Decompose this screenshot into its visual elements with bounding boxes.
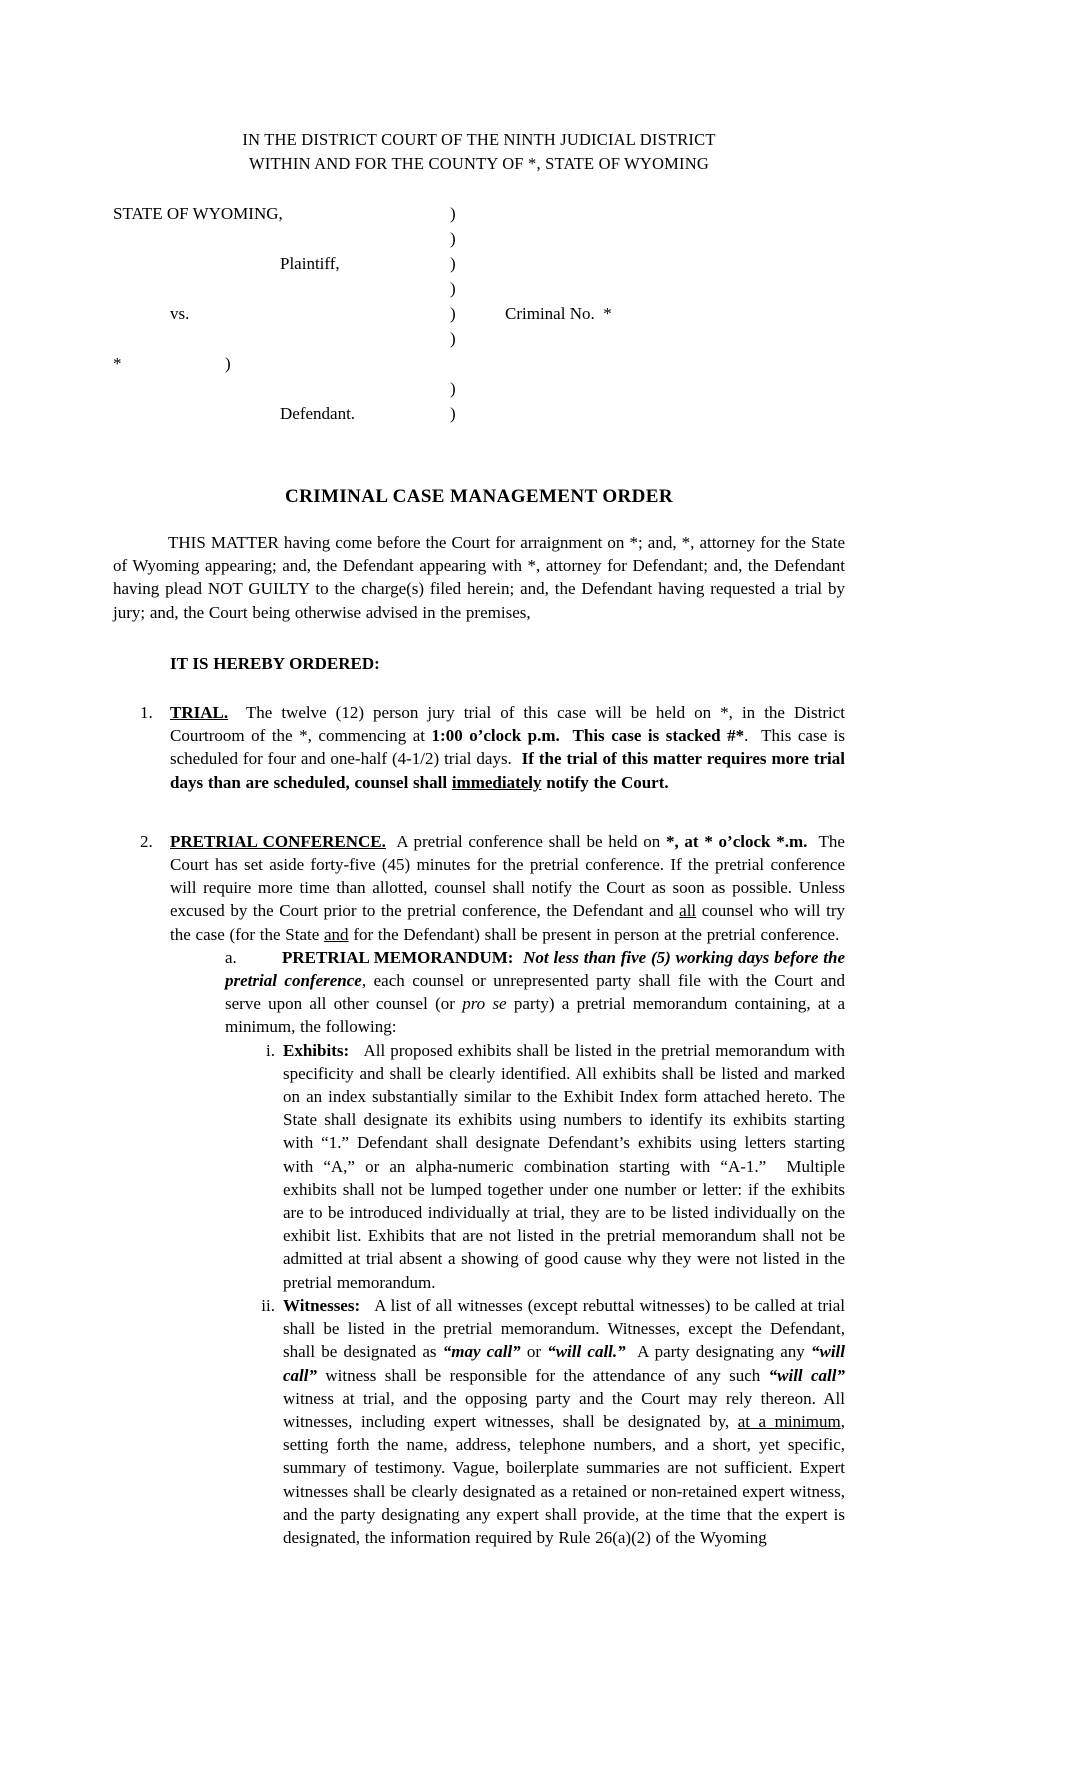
caption-paren: ) xyxy=(450,379,456,398)
caption-paren: ) xyxy=(450,204,456,223)
plaintiff-name: STATE OF WYOMING, xyxy=(113,204,283,223)
caption-row-spacer xyxy=(113,229,845,254)
caption-row-plaintiff-name xyxy=(113,204,845,229)
caption-row-vs xyxy=(113,304,845,329)
caption-row-spacer xyxy=(113,379,845,404)
court-header xyxy=(113,128,845,176)
item-witnesses-text: Witnesses: A list of all witnesses (except rebuttal witnesses) to be called at trial shall be listed in the pretrial memorandum. Witnesses, except the Defendant, shall be designated as “may call” or “will call.” A party designating any “will call” witness shall be responsible for the attendance of any such “will call” witness at trial, and the opposing party and the Court may rely thereon. All witnesses, including expert witnesses, shall be designated by, at a minimum, setting forth the name, address, telephone numbers, and a short, yet specific, summary of testimony. Vague, boilerplate summaries are not sufficient. Expert witnesses shall be clearly designated as a retained or non-retained expert witness, and the party designating any expert shall provide, at the time that the expert is designated, the information required by Rule 26(a)(2) of the Wyoming xyxy=(283,1295,846,1547)
court-header-line2: WITHIN AND FOR THE COUNTY OF *, STATE OF WYOMING xyxy=(249,154,709,173)
caption-paren: ) xyxy=(450,254,456,273)
item-pretrial-conference xyxy=(140,830,845,946)
item-trial-number: 1. xyxy=(140,703,153,723)
caption-row-defendant-label xyxy=(113,404,845,429)
caption-row-plaintiff-label xyxy=(113,254,845,279)
intro-paragraph: THIS MATTER having come before the Court for arraignment on *; and, *, attorney for the State of Wyoming appearing; and, the Defendant appearing with *, attorney for Defendant; and, the Defendant having plead NOT GUILTY to the charge(s) filed herein; and, the Defendant having requested a trial by jury; and, the Court being otherwise advised in the premises, xyxy=(113,533,845,622)
caption-paren: ) xyxy=(450,404,456,423)
caption-row-spacer xyxy=(113,329,845,354)
item-witnesses xyxy=(261,1294,846,1549)
item-witnesses-label: ii. xyxy=(261,1295,275,1315)
item-trial xyxy=(140,701,845,794)
case-caption xyxy=(113,204,845,429)
plaintiff-label: Plaintiff, xyxy=(280,254,340,273)
item-pretrial-conference-text: PRETRIAL CONFERENCE. A pretrial conference shall be held on *, at * o’clock *.m. The Court has set aside forty-five (45) minutes for the pretrial conference. If the pretrial conference will require more time than allotted, counsel shall notify the Court as soon as possible. Unless excused by the Court prior to the pretrial conference, the Defendant and all counsel who will try the case (for the State and for the Defendant) shall be present in person at the pretrial conference. xyxy=(170,831,845,944)
caption-paren: ) xyxy=(450,304,456,323)
caption-row-defendant-name xyxy=(113,354,845,379)
document-title: CRIMINAL CASE MANAGEMENT ORDER xyxy=(285,486,673,507)
caption-paren: ) xyxy=(450,229,456,248)
ordered-clause: IT IS HEREBY ORDERED: xyxy=(170,653,380,673)
item-exhibits xyxy=(266,1039,845,1294)
criminal-number-label: Criminal No. * xyxy=(505,304,612,323)
vs-label: vs. xyxy=(170,304,190,323)
defendant-name-placeholder: * xyxy=(113,354,122,373)
item-pretrial-conference-number: 2. xyxy=(140,831,153,851)
item-trial-text: TRIAL. The twelve (12) person jury trial of this case will be held on *, in the District Courtroom of the *, commencing at 1:00 o’clock p.m. This case is stacked #*. This case is scheduled for four and one-half (4-1/2) trial days. If the trial of this matter requires more trial days than are scheduled, counsel shall immediately notify the Court. xyxy=(170,703,845,792)
item-pretrial-memorandum-label: a. xyxy=(225,947,237,967)
item-pretrial-memorandum-text: PRETRIAL MEMORANDUM: Not less than five (5) working days before the pretrial conference, each counsel or unrepresented party shall file with the Court and serve upon all other counsel (or pro se party) a pretrial memorandum containing, at a minimum, the following: xyxy=(225,947,846,1037)
caption-row-spacer xyxy=(113,279,845,304)
item-exhibits-text: Exhibits: All proposed exhibits shall be listed in the pretrial memorandum with specificity and shall be clearly identified. All exhibits shall be listed and marked on an index substantially similar to the Exhibit Index form attached hereto. The State shall designate its exhibits using numbers to identify its exhibits starting with “1.” Defendant shall designate Defendant’s exhibits using letters starting with “A,” or an alpha-numeric combination starting with “A-1.” Multiple exhibits shall not be lumped together under one number or letter: if the exhibits are to be introduced individually at trial, they are to be listed individually on the exhibit list. Exhibits that are not listed in the pretrial memorandum shall not be admitted at trial absent a showing of good cause why they were not listed in the pretrial memorandum. xyxy=(283,1040,845,1292)
stray-paren: ) xyxy=(225,354,231,373)
item-pretrial-memorandum xyxy=(225,946,845,1039)
caption-paren: ) xyxy=(450,329,456,348)
defendant-label: Defendant. xyxy=(280,404,356,423)
caption-paren: ) xyxy=(450,279,456,298)
court-header-line1: IN THE DISTRICT COURT OF THE NINTH JUDICIAL DISTRICT xyxy=(242,130,716,149)
item-exhibits-label: i. xyxy=(266,1040,275,1060)
